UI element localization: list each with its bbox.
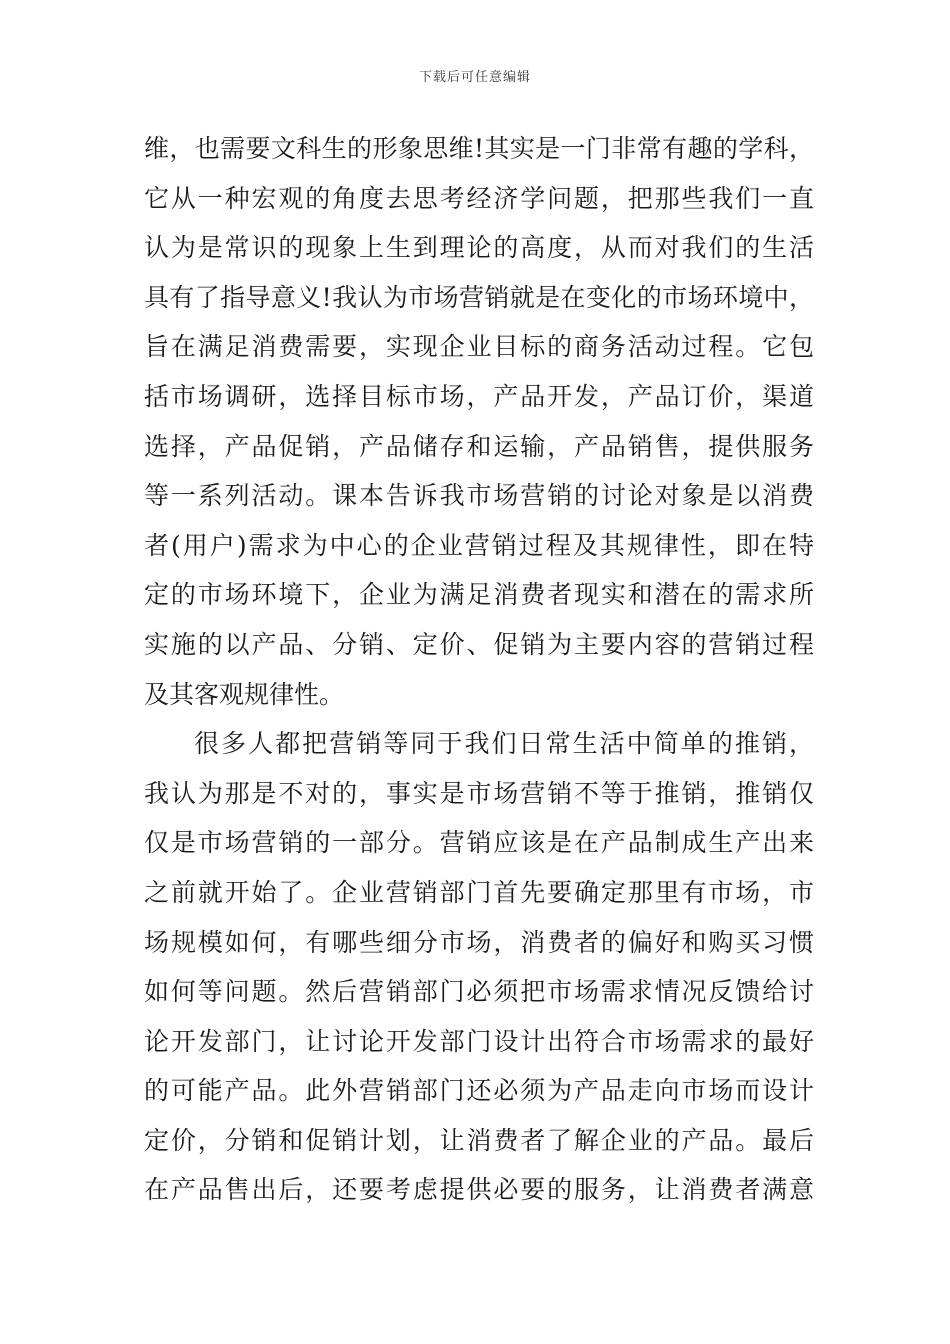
paragraph-2 [144,719,814,1215]
text-line: 论开发部门，让讨论开发部门设计出符合市场需求的最好 [144,1026,814,1056]
text-line: 如何等问题。然后营销部门必须把市场需求情况反馈给讨 [144,977,814,1007]
text-line: 认为是常识的现象上生到理论的高度，从而对我们的生活 [144,233,814,263]
text-line: 它从一种宏观的角度去思考经济学问题，把那些我们一直 [144,183,814,213]
text-line: 等一系列活动。课本告诉我市场营销的讨论对象是以消费 [144,481,814,511]
text-line: 之前就开始了。企业营销部门首先要确定那里有市场，市 [144,877,814,907]
text-line: 我认为那是不对的，事实是市场营销不等于推销，推销仅 [144,778,814,808]
text-line: 定的市场环境下，企业为满足消费者现实和潜在的需求所 [144,580,814,610]
paragraph-1 [144,124,814,719]
page-header: 下载后可任意编辑 [418,70,531,85]
text-line: 旨在满足消费需要，实现企业目标的商务活动过程。它包 [144,332,814,362]
text-line: 者(用户)需求为中心的企业营销过程及其规律性，即在特 [144,530,814,560]
text-line: 实施的以产品、分销、定价、促销为主要内容的营销过程 [144,629,814,659]
text-line: 在产品售出后，还要考虑提供必要的服务，让消费者满意 [144,1175,814,1205]
document-body [144,124,814,1215]
text-line: 定价，分销和促销计划，让消费者了解企业的产品。最后 [144,1125,814,1155]
text-line: 选择，产品促销，产品储存和运输，产品销售，提供服务 [144,431,814,461]
text-line: 维，也需要文科生的形象思维!其实是一门非常有趣的学科， [144,134,814,163]
text-line: 的可能产品。此外营销部门还必须为产品走向市场而设计 [144,1076,814,1106]
text-line: 括市场调研，选择目标市场，产品开发，产品订价，渠道 [144,381,814,411]
text-line: 很多人都把营销等同于我们日常生活中简单的推销， [194,729,814,759]
text-line: 仅是市场营销的一部分。营销应该是在产品制成生产出来 [144,828,814,858]
text-line: 场规模如何，有哪些细分市场，消费者的偏好和购买习惯 [144,927,814,957]
text-line: 及其客观规律性。 [144,679,345,709]
text-line: 具有了指导意义!我认为市场营销就是在变化的市场环境中， [144,282,814,312]
